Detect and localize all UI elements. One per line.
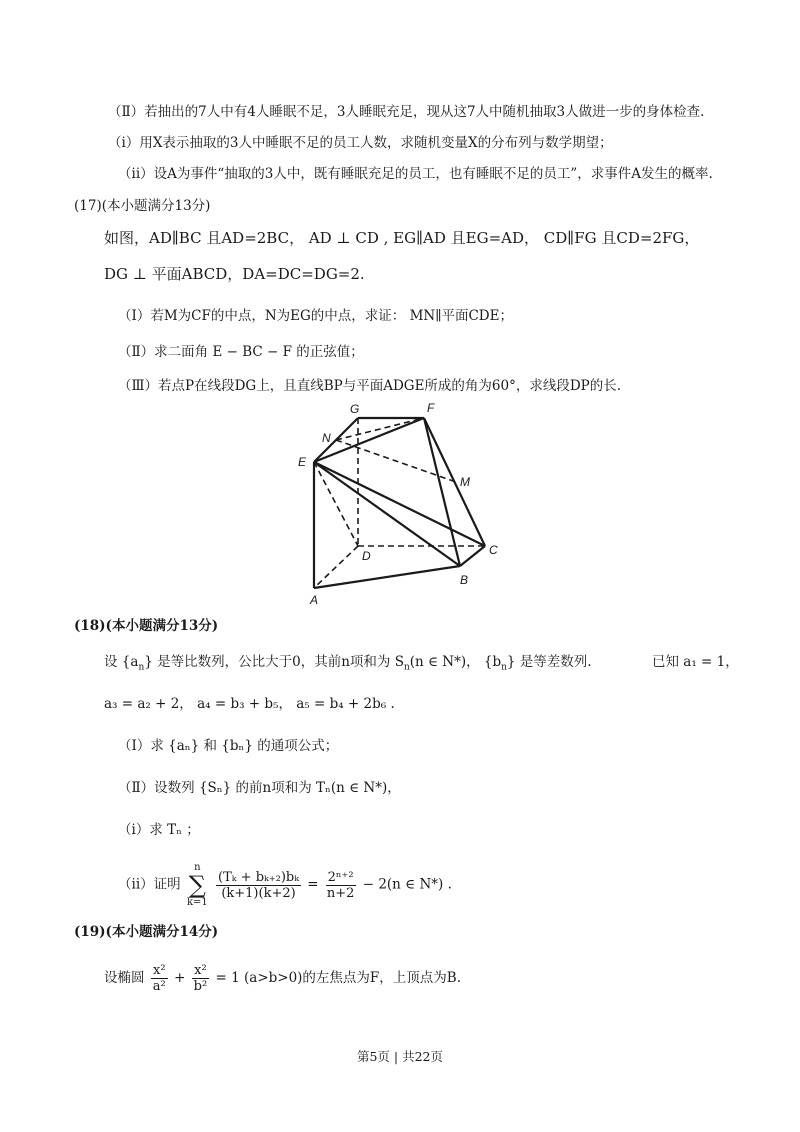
q18-heading: (18)(本小题满分13分) [74,618,219,634]
q16-sub-i: （i）用X表示抽取的3人中睡眠不足的员工人数，求随机变量X的分布列与数学期望； [108,135,613,151]
q18-line-1: 设 $\{a_n\}$ 是等比数列，公比大于0，其前n项和为 $S_n(n$ ∈ N*)， $\{b_n\}$ 是等差数列. [104,654,592,673]
fraction-2: $\frac{\text{2ⁿ⁺²}}{n+2}$ [326,869,355,901]
geometry-figure [290,398,510,610]
label-E: E [298,455,307,469]
fraction-1: $\frac{\text{(Tₖ + bₖ₊₂)bₖ}}{(k+1)(k+2)}$ [218,869,299,901]
label-D: D [362,549,371,563]
q19-statement: 设椭圆 $\frac{\text{x²}}{\text{a²}}$ + $\frac{\text{x²}}{\text{b²}}$ = 1 (a>b>0)的左焦点为F，上顶点为B. [104,963,462,994]
label-F: F [427,401,435,415]
q17-heading: (17)(本小题满分13分) [74,198,211,214]
label-G: G [350,402,360,416]
edge-BC [460,546,485,566]
label-B: B [460,573,469,587]
label-A: A [310,593,319,607]
q17-condition-2: DG ⊥ 平面ABCD，DA=DC=DG=2. [104,265,365,283]
q19-heading: (19)(本小题满分14分) [74,924,219,940]
label-C: C [489,543,498,557]
edge-AB [314,566,460,588]
summation: n ∑ k=1 [186,862,208,908]
label-N: N [322,431,331,445]
q18-sub-i: （i）求 Tₙ ； [118,822,200,838]
q17-part2: （Ⅱ）求二面角 E − BC − F 的正弦值； [118,344,364,360]
q16-part2: （Ⅱ）若抽出的7人中有4人睡眠不足，3人睡眠充足，现从这7人中随机抽取3人做进一步的身体检查. [108,104,705,120]
q18-known-a1: 已知 a₁ = 1， [652,654,739,670]
q16-sub-ii: （ii）设A为事件“抽取的3人中，既有睡眠充足的员工，也有睡眠不足的员工”，求事件A发生的概率. [118,166,713,182]
q17-condition-1: 如图，AD∥BC 且AD=2BC， AD ⊥ CD , EG∥AD 且EG=AD， CD∥FG 且CD=2FG， [104,229,700,247]
q18-part2: （Ⅱ）设数列 {Sₙ} 的前n项和为 Tₙ(n ∈ N*)， [118,780,401,796]
ellipse-fraction-2: $\frac{\text{x²}}{\text{b²}}$ [193,963,208,994]
hidden-edge-ED [314,462,358,546]
page-footer: 第5页 | 共22页 [356,1049,444,1064]
label-M: M [460,475,470,489]
ellipse-fraction-1: $\frac{\text{x²}}{\text{a²}}$ [152,963,166,994]
q17-part3: （Ⅲ）若点P在线段DG上，且直线BP与平面ADGE所成的角为60°，求线段DP的长. [118,378,622,394]
q18-line-2: a₃ = a₂ + 2， a₄ = b₃ + b₅， a₅ = b₄ + 2b₆ . [104,696,395,712]
q18-sub-ii: （ii）证明 n ∑ k=1 $\frac{\text{(Tₖ + bₖ₊₂)bₖ}}{(k+1)(k+2)}$ = $\frac{\text{2ⁿ⁺²}}{n+2}$ − 2(n ∈ N*) . [118,862,452,908]
q17-part1: （Ⅰ）若M为CF的中点，N为EG的中点，求证： MN∥平面CDE； [118,308,513,324]
q18-part1: （Ⅰ）求 {aₙ} 和 {bₙ} 的通项公式； [118,738,339,754]
